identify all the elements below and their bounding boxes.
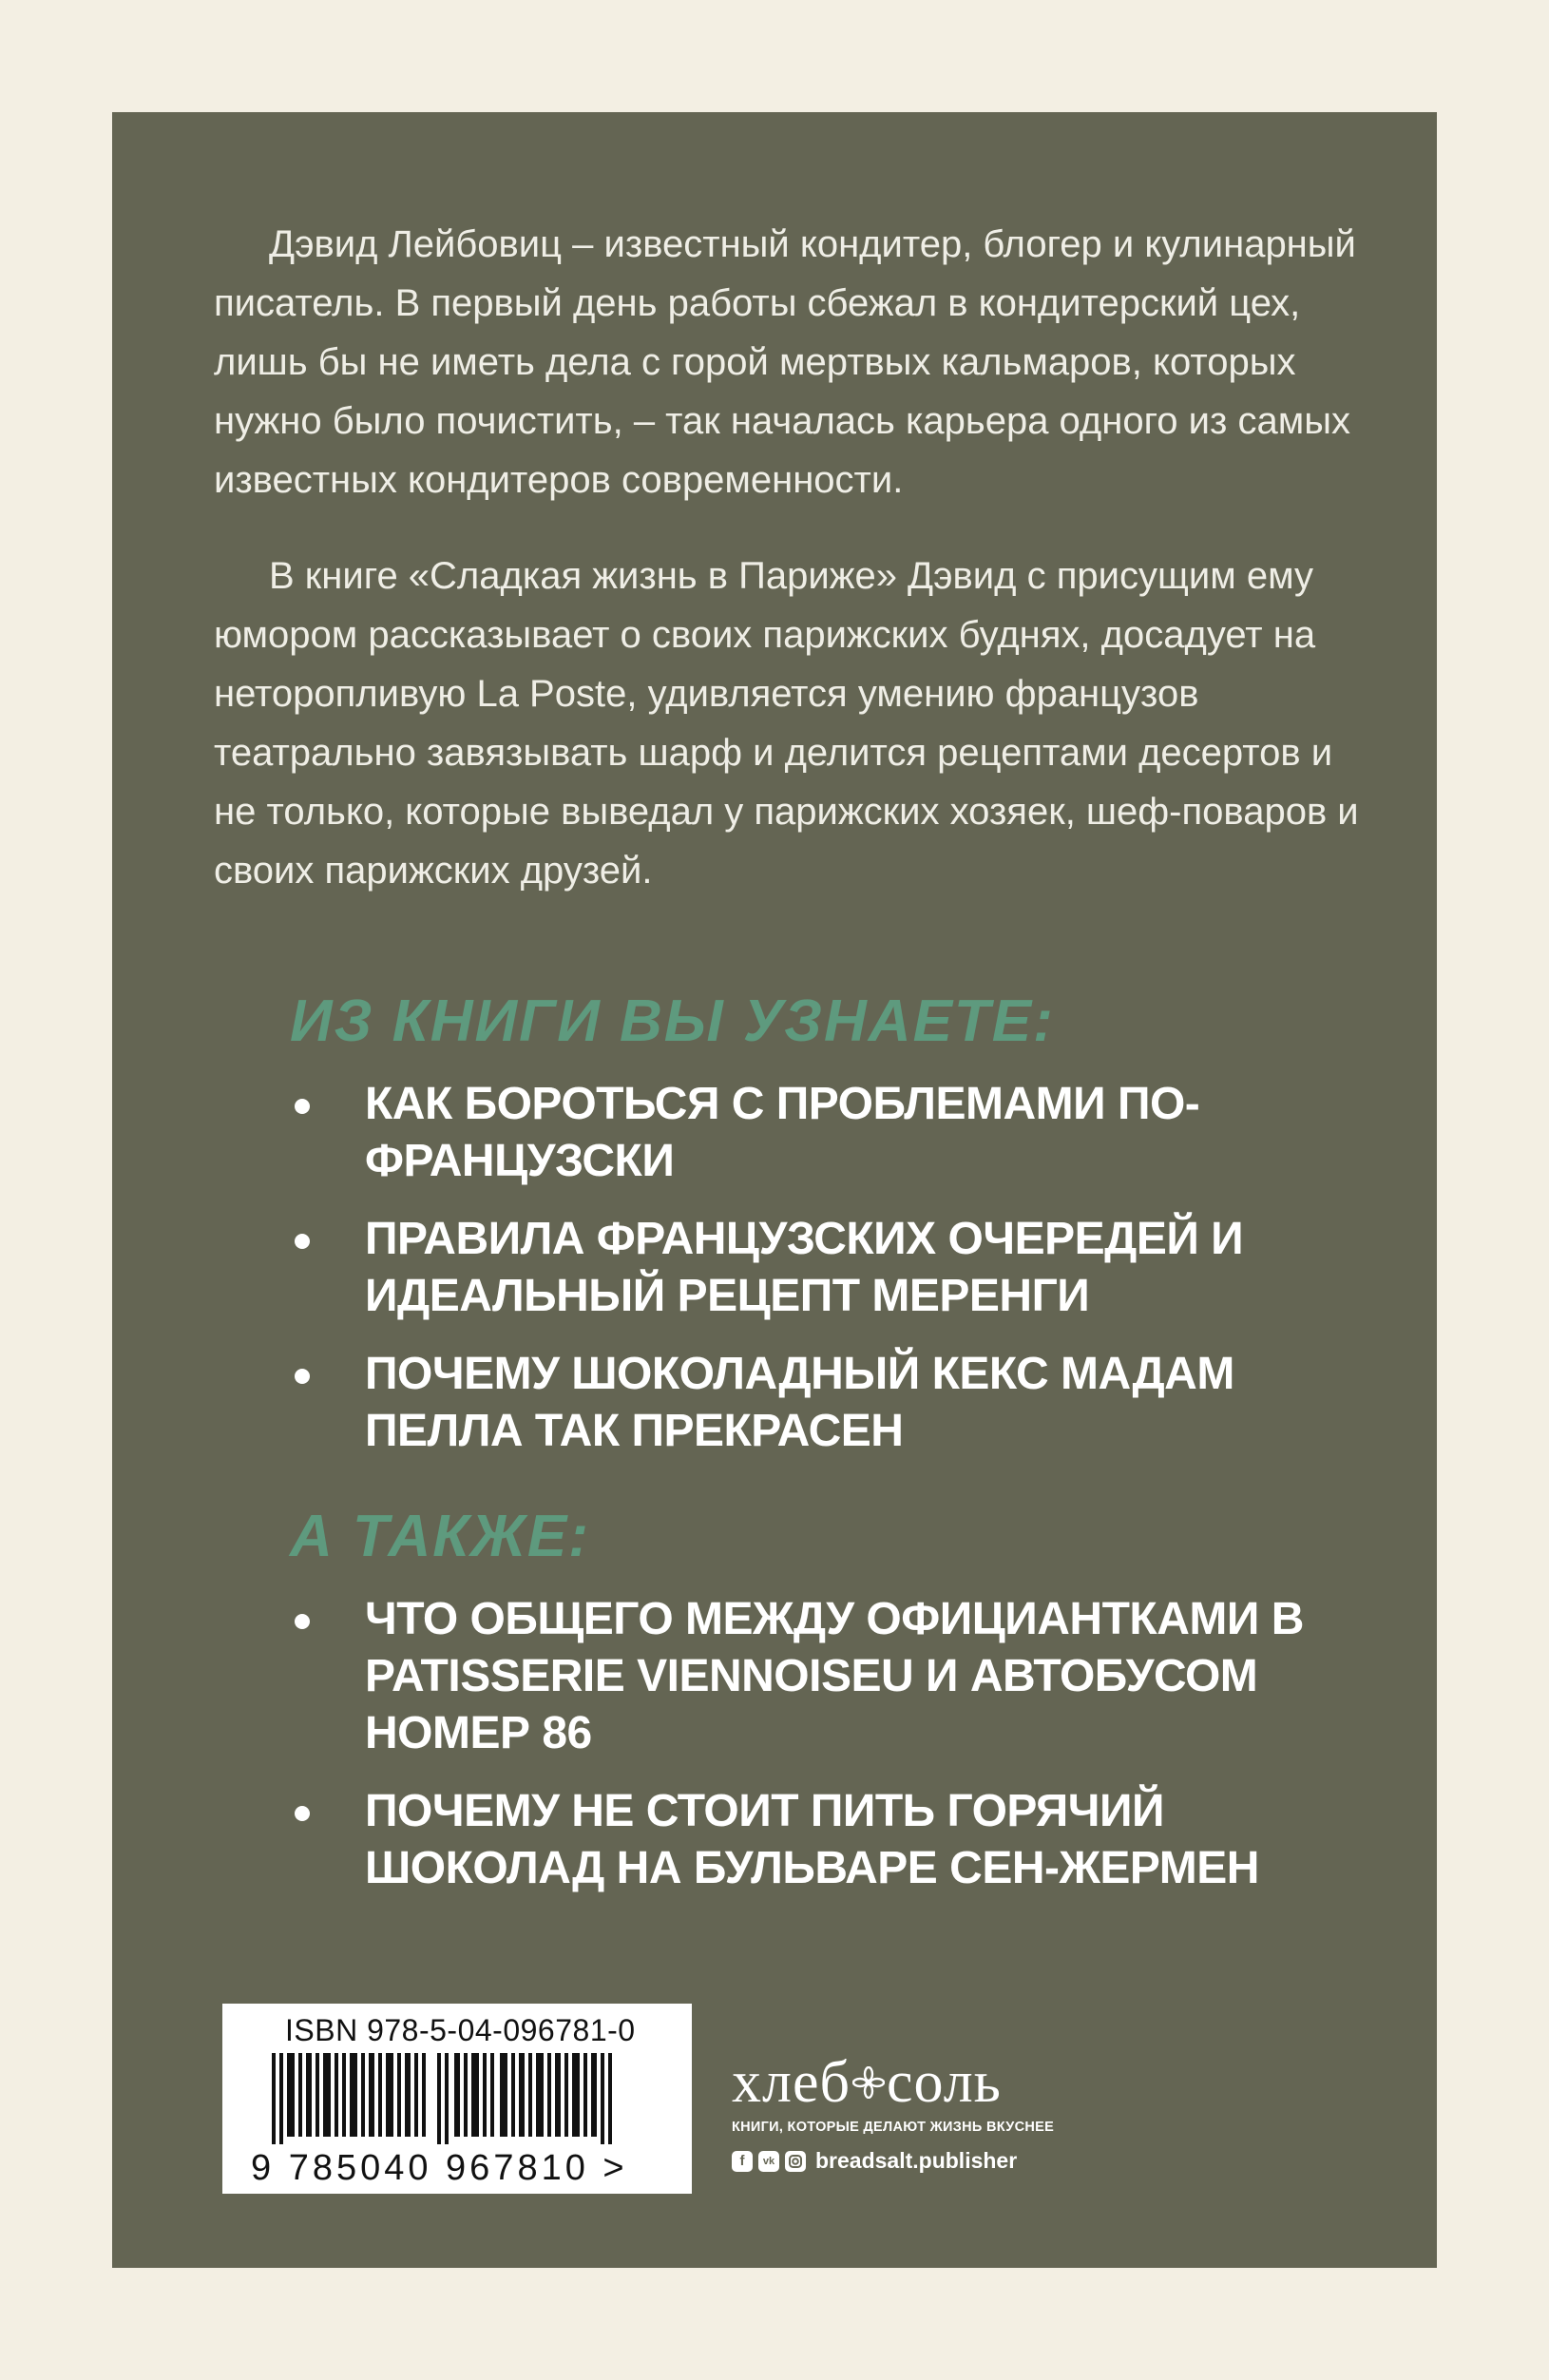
learn-list xyxy=(285,1076,1359,1481)
list-item-text: ЧТО ОБЩЕГО МЕЖДУ ОФИЦИАНТКАМИ В PATISSERIE VIENNOISEU И АВТОБУСОМ НОМЕР 86 xyxy=(365,1594,1304,1758)
instagram-icon xyxy=(785,2151,806,2172)
list-item xyxy=(285,1076,1359,1190)
bullet-icon xyxy=(295,1614,310,1629)
list-item xyxy=(285,1211,1359,1325)
flower-icon xyxy=(852,2066,885,2099)
intro-paragraph-2: В книге «Сладкая жизнь в Париже» Дэвид с присущим ему юмором рассказывает о своих парижских буднях, досадует на неторопливую La Poste, удивляется умению французов театрально завязывать шарф и делится рецептами десертов и не только, которые выведал у парижских хозяек, шеф-поваров и своих парижских друзей. xyxy=(214,555,1359,892)
bullet-icon xyxy=(295,1099,310,1114)
intro-paragraph-1: Дэвид Лейбовиц – известный кондитер, блогер и кулинарный писатель. В первый день работы сбежал в кондитерский цех, лишь бы не иметь дела с горой мертвых кальмаров, которых нужно было почистить, – так началась карьера одного из самых известных кондитеров современности. xyxy=(214,223,1356,501)
vk-icon: vk xyxy=(758,2151,779,2172)
publisher-logo-right: соль xyxy=(887,2050,1002,2115)
publisher-block xyxy=(732,2050,1083,2174)
publisher-logo xyxy=(732,2050,1083,2115)
isbn-number: ISBN 978-5-04-096781-0 xyxy=(285,2013,636,2047)
publisher-social xyxy=(732,2148,1083,2174)
barcode-bars-icon xyxy=(272,2053,642,2144)
bullet-icon xyxy=(295,1806,310,1821)
publisher-logo-left: хлеб xyxy=(732,2050,851,2115)
isbn-barcode xyxy=(222,2004,692,2194)
list-item-text: КАК БОРОТЬСЯ С ПРОБЛЕМАМИ ПО-ФРАНЦУЗСКИ xyxy=(365,1079,1200,1186)
barcode-digits: 9 785040 967810 > xyxy=(251,2148,628,2188)
list-item-text: ПОЧЕМУ НЕ СТОИТ ПИТЬ ГОРЯЧИЙ ШОКОЛАД НА БУЛЬВАРЕ СЕН-ЖЕРМЕН xyxy=(365,1786,1259,1893)
section-heading-learn: ИЗ КНИГИ ВЫ УЗНАЕТЕ: xyxy=(290,988,1055,1054)
list-item xyxy=(285,1346,1359,1460)
facebook-icon: f xyxy=(732,2151,753,2172)
list-item xyxy=(285,1783,1359,1897)
publisher-tagline: КНИГИ, КОТОРЫЕ ДЕЛАЮТ ЖИЗНЬ ВКУСНЕЕ xyxy=(732,2120,1055,2135)
bullet-icon xyxy=(295,1234,310,1249)
list-item-text: ПОЧЕМУ ШОКОЛАДНЫЙ КЕКС МАДАМ ПЕЛЛА ТАК ПРЕКРАСЕН xyxy=(365,1349,1234,1456)
list-item xyxy=(285,1591,1359,1762)
also-list xyxy=(285,1591,1359,1918)
list-item-text: ПРАВИЛА ФРАНЦУЗСКИХ ОЧЕРЕДЕЙ И ИДЕАЛЬНЫЙ РЕЦЕПТ МЕРЕНГИ xyxy=(365,1214,1244,1321)
bullet-icon xyxy=(295,1369,310,1384)
social-handle: breadsalt.publisher xyxy=(815,2148,1018,2173)
section-heading-also: А ТАКЖЕ: xyxy=(290,1504,590,1569)
